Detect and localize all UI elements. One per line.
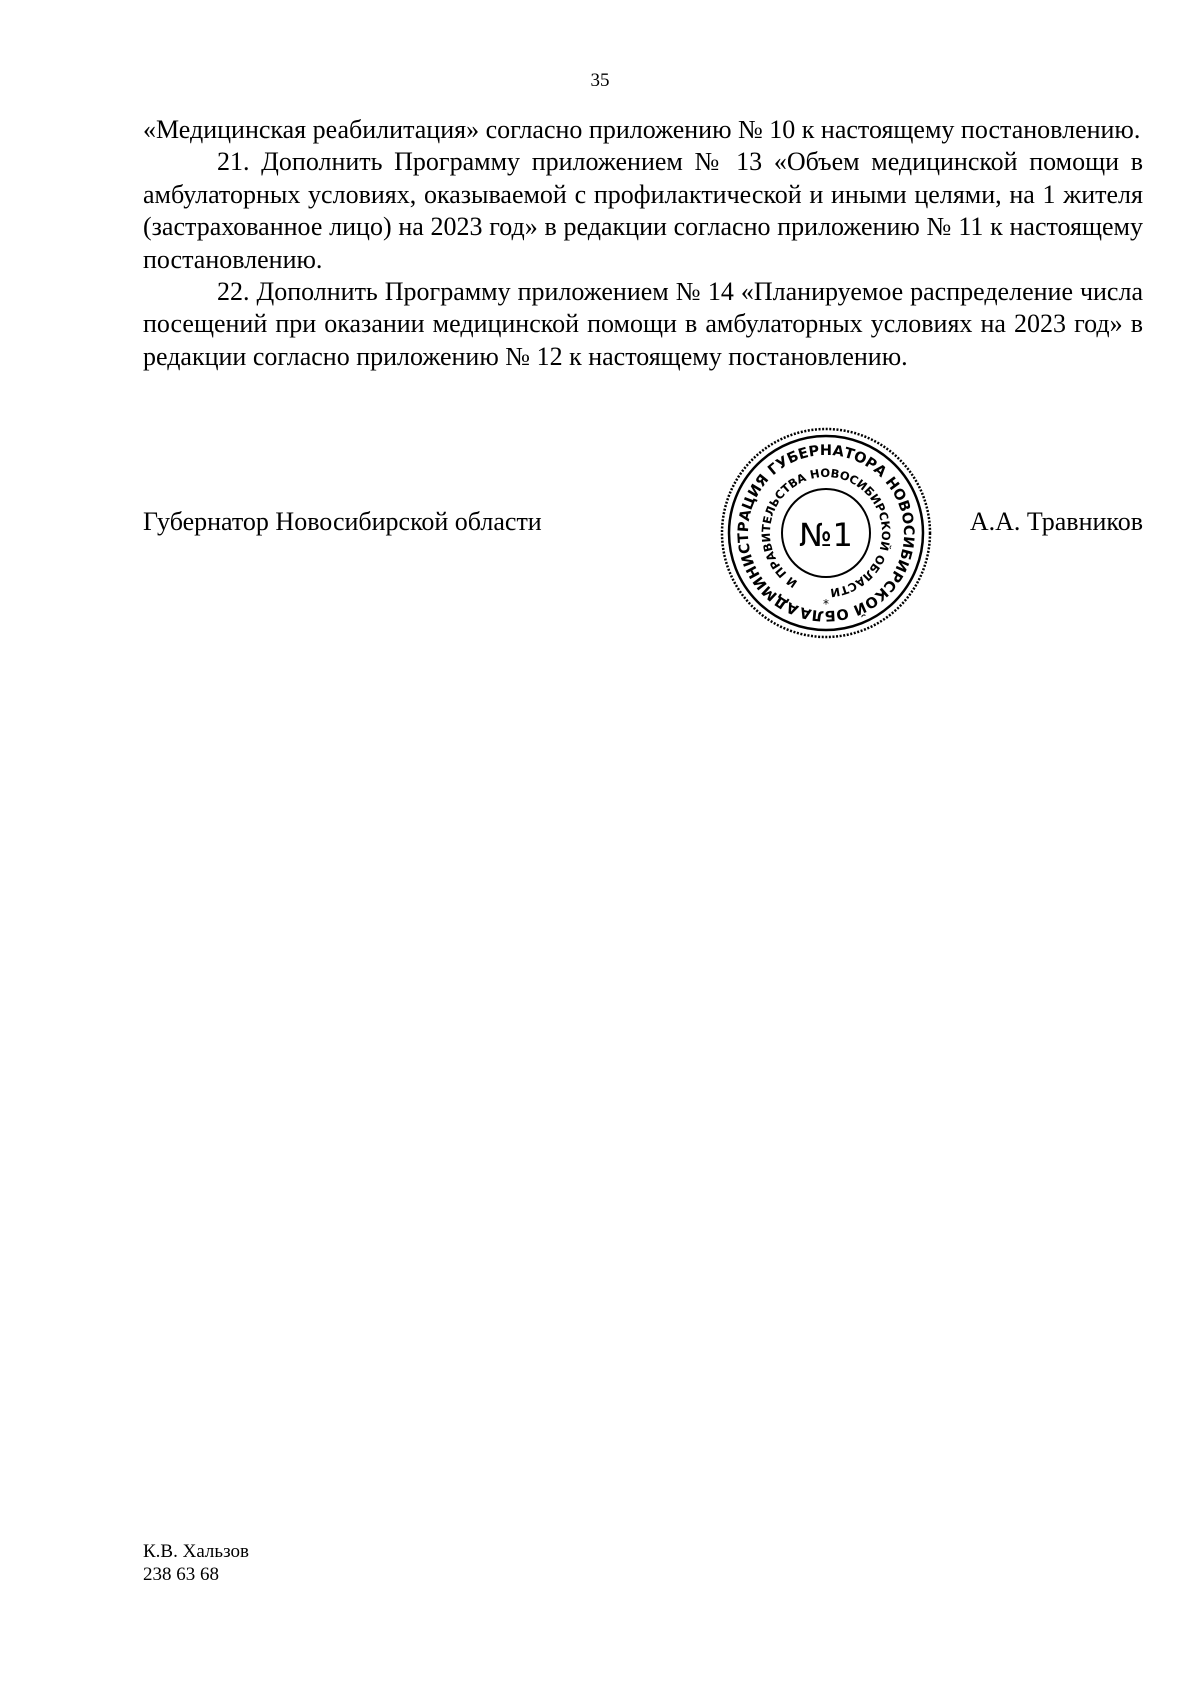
document-body [143,114,1143,373]
executor-block [143,1540,249,1586]
paragraph-continuation: «Медицинская реабилитация» согласно приложению № 10 к настоящему постановлению. [143,115,1141,144]
page-number: 35 [590,70,610,91]
signatory-title: Губернатор Новосибирской области [143,507,542,536]
executor-phone: 238 63 68 [143,1564,219,1585]
seal-outer-text: АДМИНИСТРАЦИЯ ГУБЕРНАТОРА НОВОСИБИРСКОЙ ОБЛАСТИ [735,442,917,624]
official-seal-icon [719,426,933,640]
paragraph-item-21: 21. Дополнить Программу приложением № 13 «Объем медицинской помощи в амбулаторных условиях, оказываемой с профилактической и иными целями, на 1 жителя (застрахованное лицо) на 2023 год» в редакции согласно приложению № 11 к настоящему постановлению. [143,147,1143,274]
paragraph-item-22: 22. Дополнить Программу приложением № 14 «Планируемое распределение числа посещений при оказании медицинской помощи в амбулаторных условиях на 2023 год» в редакции согласно приложению № 12 к настоящему постановлению. [143,277,1143,371]
signatory-name: А.А. Травников [969,507,1143,536]
seal-inner-text: И ПРАВИТЕЛЬСТВА НОВОСИБИРСКОЙ ОБЛАСТИ [758,465,894,600]
seal-center-number: №1 [799,516,853,554]
svg-text:*: * [823,597,829,611]
executor-name: К.В. Хальзов [143,1541,249,1562]
